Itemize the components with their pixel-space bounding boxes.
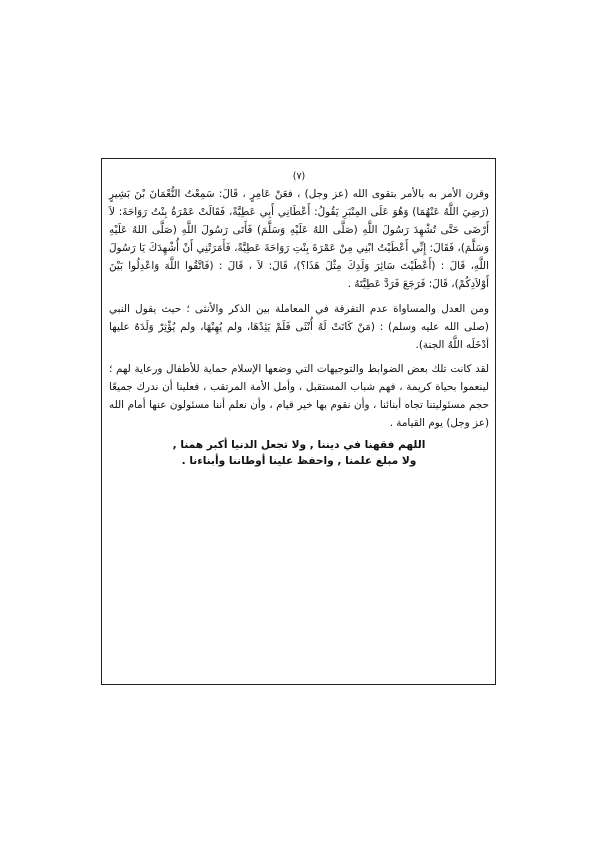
page-content <box>109 171 489 469</box>
prayer-line-1: اللهم فقهنا في ديننا , ولا تجعل الدنيا أكبر همنا , <box>172 439 426 452</box>
page-number: (٧) <box>292 171 306 182</box>
closing-prayer <box>109 437 489 469</box>
paragraph-1: وقرن الأمر به بالأمر بتقوى الله (عز وجل) ، فعَنْ عَامِرٍ ، قَالَ: سَمِعْتُ النُّعْمَانَ بْنَ بَشِيرٍ (رَضِيَ اللَّهُ عَنْهُمَا) وَهُوَ عَلَى المِنْبَرِ يَقُولُ: أَعْطَانِي أَبِي عَطِيَّةً، فَقَالَتْ عَمْرَةُ بِنْتُ رَوَاحَةَ: لاَ أَرْضَى حَتَّى تُشْهِدَ رَسُولَ اللَّهِ (صَلَّى اللهُ عَلَيْهِ وَسَلَّمَ) فَأَتَى رَسُولَ اللَّهِ (صَلَّى اللهُ عَلَيْهِ وَسَلَّمَ)، فَقَالَ: إِنِّي أَعْطَيْتُ ابْنِي مِنْ عَمْرَةَ بِنْتِ رَوَاحَةَ عَطِيَّةً، فَأَمَرَتْنِي أَنْ أُشْهِدَكَ يَا رَسُولَ اللَّهِ، قَالَ : (أَعْطَيْتَ سَائِرَ وَلَدِكَ مِثْلَ هَذَا؟)، قَالَ: لاَ ، قَالَ : (فَاتَّقُوا اللَّهَ وَاعْدِلُوا بَيْنَ أَوْلاَدِكُمْ)، قَالَ: فَرَجَعَ فَرَدَّ عَطِيَّتَهُ . <box>109 188 489 291</box>
paragraph-3: لقد كانت تلك بعض الضوابط والتوجيهات التي وضعها الإسلام حماية للأطفال ورعاية لهم ؛ لينعموا بحياة كريمة ، فهم شباب المستقبل ، وأمل الأمة المرتقب ، فعلينا أن ندرك جميعًا حجم مسئوليتنا تجاه أبنائنا ، وأن نقوم بها خير قيام ، وأن نعلم أننا مسئولون عنها أمام الله (عز وجل) يوم القيامة . <box>109 362 489 430</box>
prayer-line-2: ولا مبلغ علمنا , واحفظ علينا أوطاننا وأبناءنا . <box>181 455 417 468</box>
paragraph-2: ومن العدل والمساواة عدم التفرقة في المعاملة بين الذكر والأنثى ؛ حيث يقول النبي (صلى الله عليه وسلم) : (مَنْ كَانَتْ لَهُ أُنْثَى فَلَمْ يَئِدْهَا، ولم يُهِنْهَا، ولم يُؤْثِرْ وَلَدَهُ عليها أدْخَلَه اللَّهُ الجنة). <box>109 302 489 351</box>
